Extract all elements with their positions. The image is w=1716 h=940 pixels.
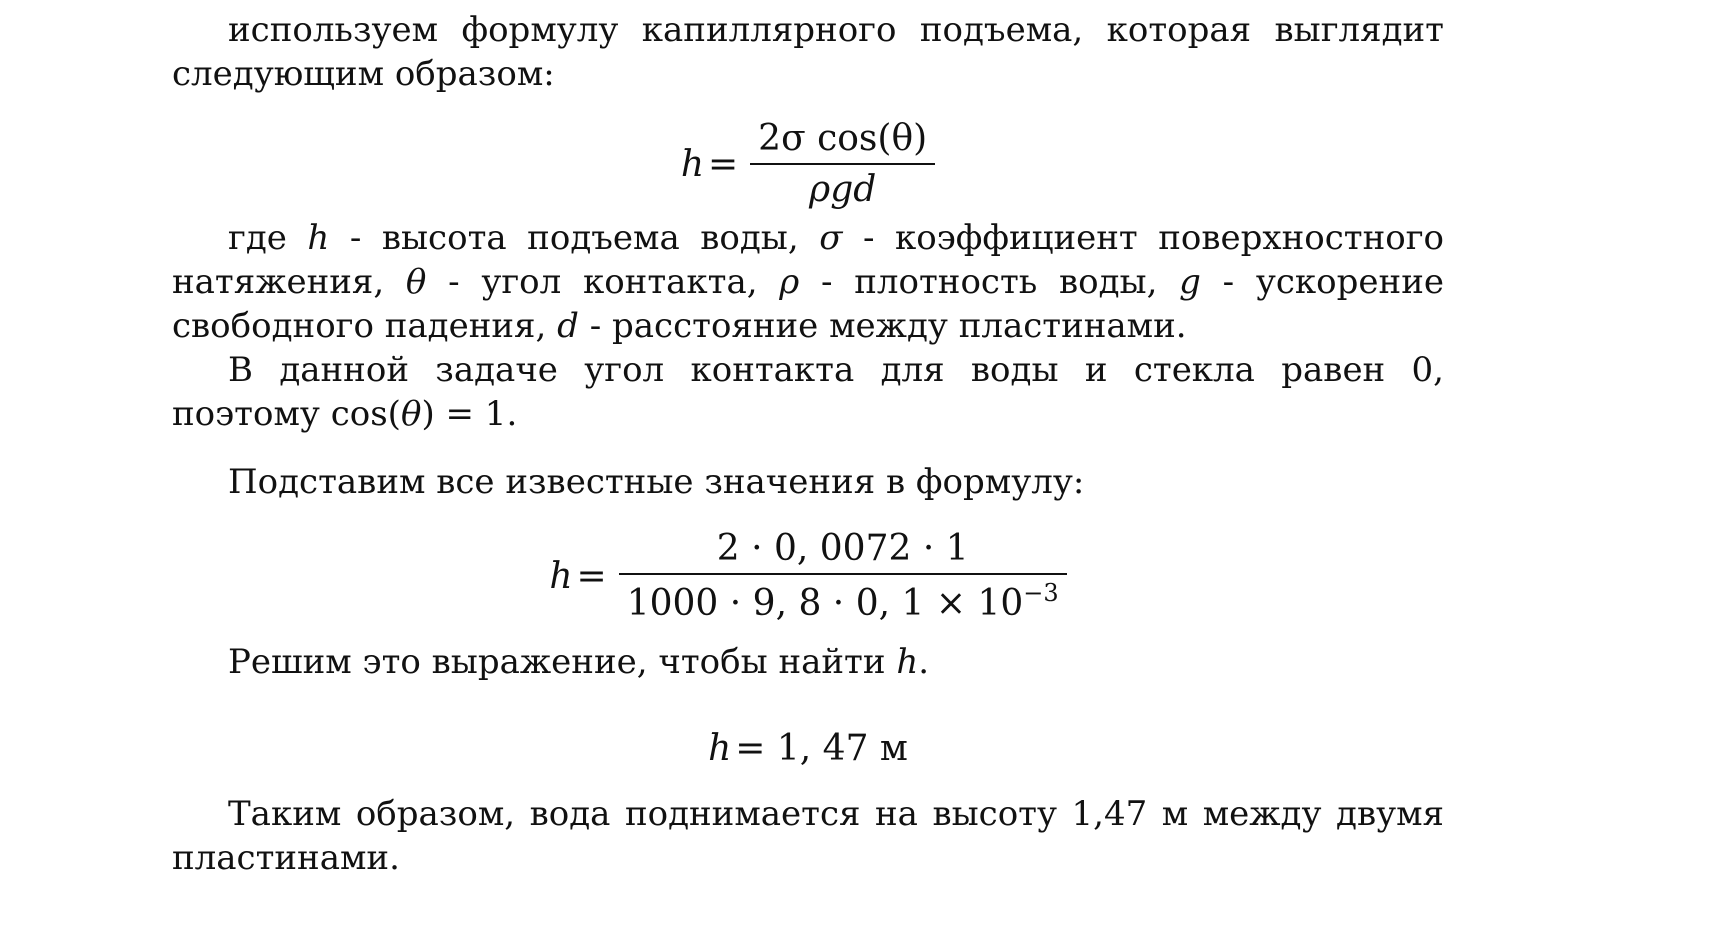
def-text-2: - высота подъема воды, [349,218,799,258]
substitute-paragraph [172,460,1444,504]
def-symbol-theta: θ [405,262,427,302]
intro-text: используем формулу капиллярного подъема, которая выглядит следующим образом: [172,10,1444,94]
angle-paragraph [172,348,1444,436]
solve-paragraph [172,640,1444,684]
formula1-denominator: ρgd [809,169,877,210]
formula1-equals: = [708,143,739,185]
def-text-5: - плотность воды, [821,262,1158,302]
angle-theta: θ [400,394,422,434]
formula2-denominator-wrap [619,575,1067,624]
numeric-formula [172,528,1444,624]
def-text-4: - угол контакта, [448,262,758,302]
formula2-numerator: 2 · 0, 0072 · 1 [716,528,969,569]
def-text-7: - расстояние между пластинами. [589,306,1187,346]
def-text-1: где [228,218,287,258]
result-lhs: h [708,728,732,769]
formula2-equals: = [576,555,607,597]
solve-text: Решим это выражение, чтобы найти [228,642,886,682]
def-text-6: - ускорение свободного падения, [172,262,1444,346]
formula2-fraction [619,528,1067,624]
formula1-fraction [750,118,935,210]
solve-symbol-h: h [896,642,919,682]
formula2-denominator: 1000 · 9, 8 · 0, 1 × 10 [626,583,1024,624]
def-text-3: - коэффициент поверхностного натяжения, [172,218,1444,302]
def-symbol-g: g [1179,262,1201,302]
angle-rest: ) = 1. [421,394,518,434]
conclusion-text: Таким образом, вода поднимается на высоту 1,47 м между двумя пластинами. [172,794,1444,878]
def-symbol-h: h [307,218,330,258]
angle-cos: cos( [330,394,401,434]
formula1-lhs: h [680,143,704,185]
conclusion-paragraph [172,792,1444,880]
def-symbol-d: d [557,306,579,346]
def-symbol-sigma: σ [819,218,843,258]
substitute-text: Подставим все известные значения в формулу: [228,462,1085,502]
formula2-exponent: −3 [1023,579,1059,607]
formula1-numerator: 2σ cos(θ) [758,118,928,159]
capillary-formula [172,118,1444,210]
definitions-paragraph [172,216,1444,348]
formula2-lhs: h [549,555,573,597]
result-rhs: = 1, 47 м [735,728,908,769]
intro-paragraph [172,8,1444,96]
result-formula [172,728,1444,769]
solve-dot: . [918,642,930,682]
def-symbol-rho: ρ [779,262,800,302]
angle-text: В данной задаче угол контакта для воды и стекла равен 0, поэтому [172,350,1444,434]
